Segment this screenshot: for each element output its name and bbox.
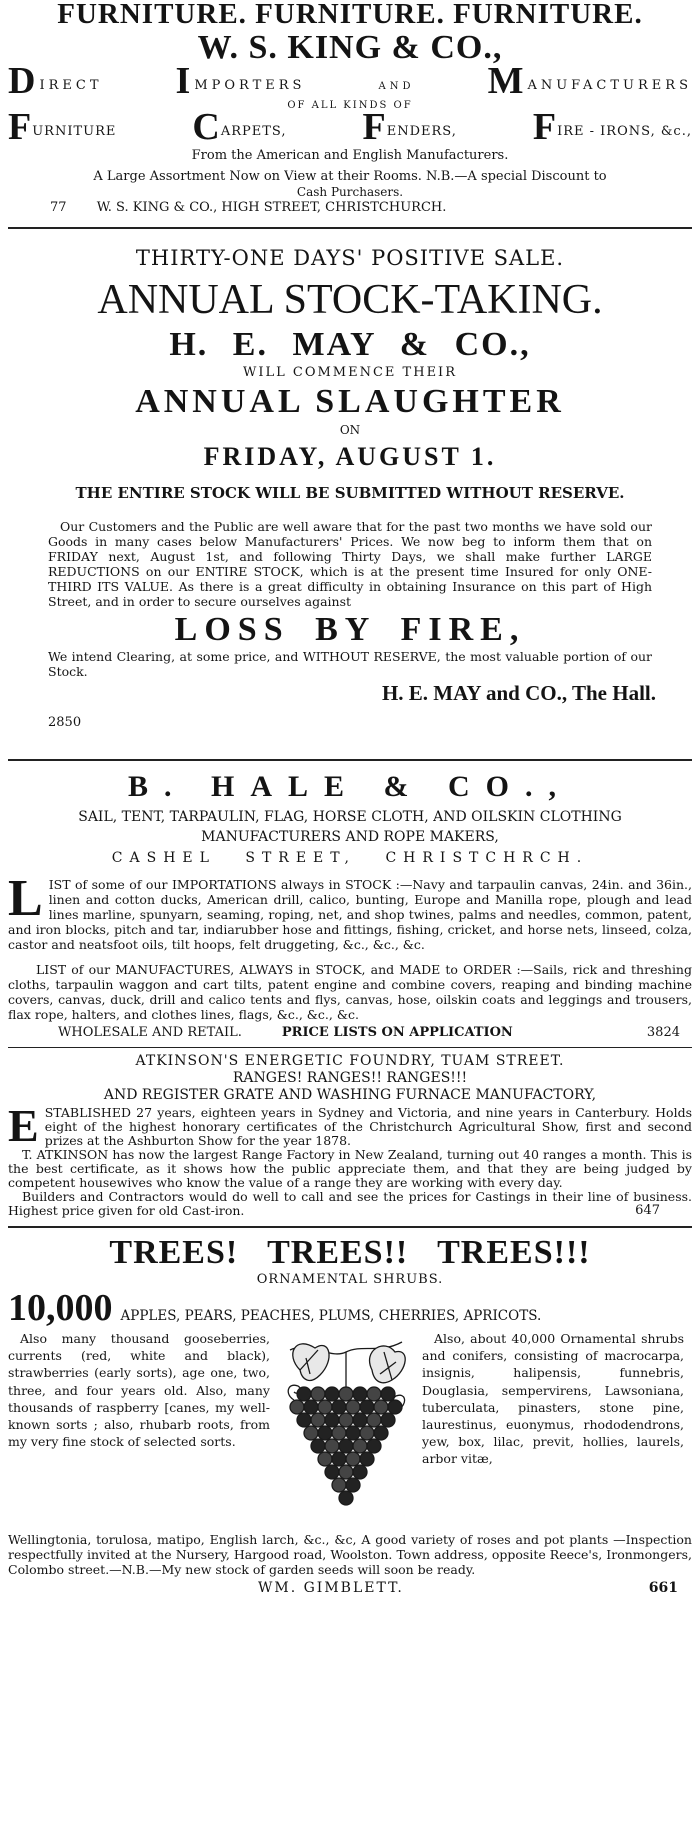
trees-fruits: APPLES, PEARS, PEACHES, PLUMS, CHERRIES, APRICOTS. (120, 1308, 542, 1324)
trees-ornamental: ORNAMENTAL SHRUBS. (256, 1272, 444, 1287)
may-clearing: We intend Clearing, at some price, and WITHOUT RESERVE, the most valuable portion of our Stock. (48, 649, 652, 679)
grape (346, 1426, 360, 1440)
grape (381, 1387, 395, 1401)
grape (332, 1426, 346, 1440)
atkinson-builders: Builders and Contractors would do well to call and see the prices for Castings in their line of business. Highest price given for old Cast-iron. (8, 1189, 692, 1218)
may-on: ON (339, 423, 361, 437)
grapes-icon (276, 1330, 416, 1530)
trees-signature: WM. GIMBLETT. (258, 1580, 404, 1596)
grape (318, 1400, 332, 1414)
hale-rope-makers: MANUFACTURERS AND ROPE MAKERS, (201, 829, 499, 845)
grape (346, 1452, 360, 1466)
hale-manufactures: LIST of our MANUFACTURES, ALWAYS in STOCK, and MADE to ORDER :—Sails, rick and threshing cloths, tarpaulin waggon and cart tilts, patent engine and combine covers, reaping and binding machine covers, canvas, duck, drill and calico tents and flys, canvas, hose, oilskin coats and leggings and trousers, flax rope, halters, and clothes lines, flags, &c., &c., &c. (8, 962, 692, 1022)
grape (325, 1387, 339, 1401)
divider (8, 227, 692, 229)
grape (304, 1426, 318, 1440)
king-word-manufacturers: MANUFACTURERS (487, 60, 692, 102)
hale-footer (8, 1024, 692, 1042)
king-advert (8, 0, 692, 217)
trees-advert (8, 1234, 692, 1599)
grape (353, 1413, 367, 1427)
grape (353, 1387, 367, 1401)
trees-headline: TREES! TREES!! TREES!!! (109, 1234, 591, 1271)
divider (8, 759, 692, 761)
may-annual-stock-taking: ANNUAL STOCK-TAKING. (97, 277, 603, 323)
may-annual-slaughter: ANNUAL SLAUGHTER (135, 383, 565, 420)
atkinson-ranges: RANGES! RANGES!! RANGES!!! (232, 1070, 468, 1086)
grape (374, 1426, 388, 1440)
grape (367, 1439, 381, 1453)
king-cash: Cash Purchasers. (296, 185, 404, 199)
king-number: 77 (50, 200, 67, 215)
trees-columns (8, 1330, 692, 1530)
trees-number: 661 (648, 1580, 678, 1596)
may-loss-by-fire: LOSS BY FIRE, (174, 611, 526, 648)
grape (339, 1465, 353, 1479)
grape (360, 1400, 374, 1414)
divider (8, 1047, 692, 1048)
grape (297, 1387, 311, 1401)
hale-advert (8, 767, 692, 1042)
grape (332, 1400, 346, 1414)
grape (311, 1413, 325, 1427)
may-entire-stock: THE ENTIRE STOCK WILL BE SUBMITTED WITHOUT RESERVE. (75, 484, 625, 502)
hale-price-lists: PRICE LISTS ON APPLICATION (281, 1025, 513, 1040)
trees-left-column: Also many thousand gooseberries, currents (red, white and black), strawberries (early sorts), age one, two, three, and four years old. Also, many thousands of raspberry [canes, my well-known sorts ; also, rhubarb roots, from my very fine stock of selected sorts. (8, 1331, 270, 1450)
king-from: From the American and English Manufacturers. (191, 148, 509, 163)
hale-importations (8, 870, 692, 952)
grape (339, 1387, 353, 1401)
king-word-carpets: CARPETS, (192, 106, 287, 148)
grape (297, 1413, 311, 1427)
atkinson-number: 647 (635, 1203, 660, 1218)
king-trade-line (8, 60, 692, 102)
king-word-fenders: FENDERS, (362, 106, 457, 148)
grapes-illustration (280, 1330, 412, 1530)
king-headline: FURNITURE. FURNITURE. FURNITURE. (57, 0, 643, 30)
grape (374, 1400, 388, 1414)
atkinson-established (8, 1100, 692, 1151)
grape (325, 1465, 339, 1479)
grape (353, 1465, 367, 1479)
grape (332, 1478, 346, 1492)
grape (381, 1413, 395, 1427)
grape (339, 1413, 353, 1427)
grape (367, 1413, 381, 1427)
king-word-fire-irons: FIRE - IRONS, &c., (532, 106, 692, 148)
grape (311, 1439, 325, 1453)
atkinson-advert (8, 1053, 692, 1218)
hale-trades: SAIL, TENT, TARPAULIN, FLAG, HORSE CLOTH, AND OILSKIN CLOTHING (78, 809, 622, 825)
may-date: FRIDAY, AUGUST 1. (203, 442, 497, 471)
leaf (293, 1344, 329, 1381)
grape (311, 1387, 325, 1401)
may-signature: H. E. MAY and CO., The Hall. (381, 681, 656, 705)
king-word-furniture: FURNITURE (8, 106, 117, 148)
hale-drop-cap: L (8, 870, 43, 927)
hale-name: B. HALE & CO., (127, 770, 573, 803)
trees-fruit-line (8, 1288, 692, 1328)
atkinson-established-text: STABLISHED 27 years, eighteen years in Sydney and Victoria, and nine years in Canterbury. Holds eight of the highest honorary certificates of the Christchurch Agricultural Show, first and second prizes at the Ashburton Show for the year 1878. (44, 1105, 692, 1148)
may-number: 2850 (48, 715, 82, 730)
hale-wholesale: WHOLESALE AND RETAIL. (58, 1025, 242, 1040)
trees-ten-thousand: 10,000 (8, 1287, 113, 1329)
may-will-commence: WILL COMMENCE THEIR (243, 365, 457, 380)
grape (339, 1439, 353, 1453)
grape (290, 1400, 304, 1414)
grape (332, 1452, 346, 1466)
grape (367, 1387, 381, 1401)
trees-right-column: Also, about 40,000 Ornamental shrubs and conifers, consisting of macrocarpa, insignis, halipensis, funnebris, Douglasia, sempervirens, Lawsoniana, tuberculata, pinasters, stone pine, laurestinus, euonymus, rhododendrons, yew, box, lilac, previt, hollies, laurels, arbor vitæ, (422, 1331, 684, 1467)
grape (318, 1426, 332, 1440)
hale-street: CASHEL STREET, CHRISTCHRCH. (111, 850, 589, 866)
king-assortment: A Large Assortment Now on View at their Rooms. N.B.—A special Discount to (93, 169, 607, 184)
may-name: H. E. MAY & CO., (169, 326, 531, 363)
king-address: W. S. KING & CO., HIGH STREET, CHRISTCHURCH. (96, 200, 447, 215)
grape (325, 1439, 339, 1453)
grape (346, 1478, 360, 1492)
atkinson-title: ATKINSON'S ENERGETIC FOUNDRY, TUAM STREET. (135, 1053, 565, 1069)
atkinson-factory: T. ATKINSON has now the largest Range Factory in New Zealand, turning out 40 ranges a month. This is the best certificate, as it shows how the public appreciate them, and that they are being judged by competent housewives who know the value of a range they are working with every day. (8, 1147, 692, 1190)
atkinson-register: AND REGISTER GRATE AND WASHING FURNACE MANUFACTORY, (103, 1087, 597, 1103)
may-body: Our Customers and the Public are well aware that for the past two months we have sold our Goods in many cases below Manufacturers' Prices. We now beg to inform them that on FRIDAY next, August 1st, and following Thirty Days, we shall make further LARGE REDUCTIONS on our ENTIRE STOCK, which is at the present time Insured for only ONE-THIRD ITS VALUE. As there is a great difficulty in obtaining Insurance on this part of High Street, and in order to secure ourselves against (48, 519, 652, 609)
trees-footer (8, 1577, 692, 1599)
divider (8, 1226, 692, 1228)
may-thirty-one: THIRTY-ONE DAYS' POSITIVE SALE. (135, 246, 565, 270)
trees-bottom: Wellingtonia, torulosa, matipo, English larch, &c., &c, A good variety of roses and pot plants —Inspection respectfully invited at the Nursery, Hargood road, Woolston. Town address, opposite Reece's, Ironmongers, Colombo street.—N.B.—My new stock of garden seeds will soon be ready. (8, 1532, 692, 1577)
grape (353, 1439, 367, 1453)
king-name: W. S. KING & CO., (197, 29, 503, 66)
atkinson-drop-cap: E (8, 1100, 39, 1151)
hale-importations-text: IST of some of our IMPORTATIONS always in STOCK :—Navy and tarpaulin canvas, 24in. and 36in., linen and cotton ducks, American drill, calico, bunting, Europe and Manilla rope, plough and lead lines marline, spunyarn, seaming, roping, net, and shop twines, palms and needles, common, patent, and iron blocks, pitch and tar, indiarubber hose and fittings, fishing, cricket, and horse nets, linseed, colza, castor and neatsfoot oils, tilt hoops, felt druggeting, &c., &c., &c. (8, 877, 692, 952)
grape (304, 1400, 318, 1414)
king-word-and: AND (378, 81, 415, 92)
grape (360, 1426, 374, 1440)
grape (325, 1413, 339, 1427)
king-goods-line (8, 106, 692, 148)
grape (318, 1452, 332, 1466)
king-word-direct: DIRECT (8, 60, 103, 102)
king-address-line (8, 199, 692, 217)
grape (360, 1452, 374, 1466)
grape (388, 1400, 402, 1414)
may-advert (8, 245, 692, 733)
hale-number: 3824 (646, 1025, 680, 1040)
king-of-all: OF ALL KINDS OF (287, 100, 413, 111)
grape (346, 1400, 360, 1414)
grape (339, 1491, 353, 1505)
king-word-importers: IMPORTERS (175, 60, 306, 102)
